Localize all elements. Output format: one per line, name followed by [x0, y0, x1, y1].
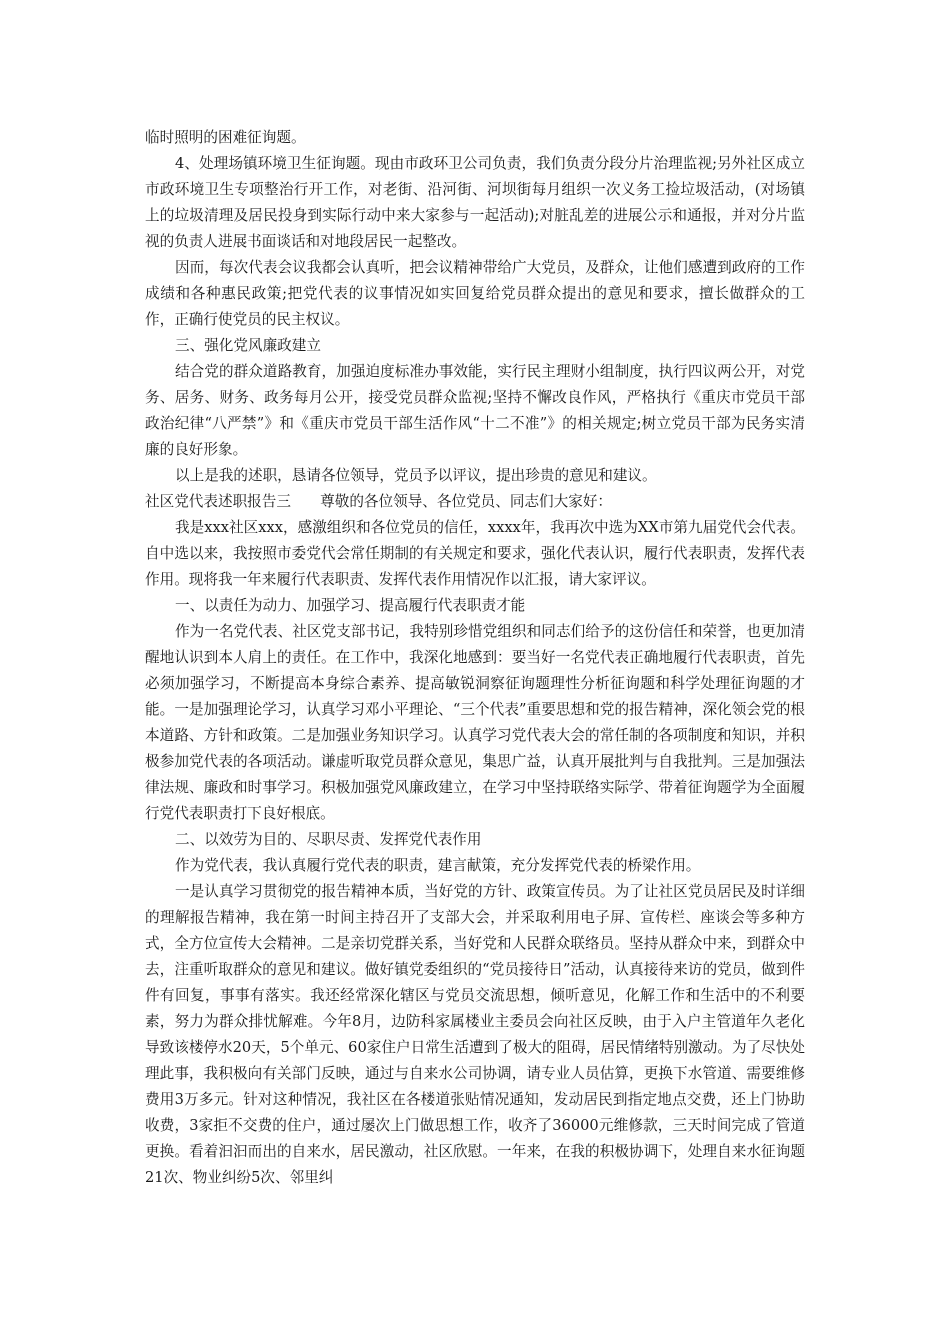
paragraph: 以上是我的述职，恳请各位领导，党员予以评议，提出珍贵的意见和建议。: [175, 467, 657, 484]
paragraph: 一是认真学习贯彻党的报告精神本质，当好党的方针、政策宣传员。为了让社区党员居民及时详细的理解报告精神，我在第一时间主持召开了支部大会，并采取利用电子屏、宣传栏、座谈会等多种方式，全方位宣传大会精神。二是亲切党群关系，当好党和人民群众联络员。坚持从群众中来，到群众中去，注重听取群众的意见和建议。做好镇党委组织的“党员接待日”活动，认真接待来访的党员，做到件件有回复，事事有落实。我还经常深化辖区与党员交流思想，倾听意见，化解工作和生活中的不利要素，努力为群众排忧解难。今年8月，边防科家属楼业主委员会向社区反映，由于入户主管道年久老化导致该楼停水20天，5个单元、60家住户日常生活遭到了极大的阻碍，居民情绪特别激动。为了尽快处理此事，我积极向有关部门反映，通过与自来水公司协调，请专业人员估算，更换下水管道、需要维修费用3万多元。针对这种情况，我社区在各楼道张贴情况通知，发动居民到指定地点交费，还上门协助收费，3家拒不交费的住户，通过屡次上门做思想工作，收齐了36000元维修款，三天时间完成了管道更换。看着汩汩而出的自来水，居民激动，社区欣慰。一年来，在我的积极协调下，处理自来水征询题21次、物业纠纷5次、邻里纠: [145, 883, 805, 1186]
paragraph: 我是xxx社区xxx，感激组织和各位党员的信任，xxxx年，我再次中选为XX市第九届党代会代表。自中选以来，我按照市委党代会常任期制的有关规定和要求，强化代表认识，履行代表职责，发挥代表作用。现将我一年来履行代表职责、发挥代表作用情况作以汇报，请大家评议。: [145, 519, 805, 588]
paragraph: 临时照明的困难征询题。: [145, 129, 306, 146]
paragraph: 因而，每次代表会议我都会认真听，把会议精神带给广大党员，及群众，让他们感遭到政府的工作成绩和各种惠民政策;把党代表的议事情况如实回复给党员群众提出的意见和要求，擅长做群众的工作，正确行使党员的民主权议。: [145, 259, 805, 328]
paragraph: 社区党代表述职报告三 尊敬的各位领导、各位党员、同志们大家好：: [145, 493, 613, 510]
paragraph: 结合党的群众道路教育，加强迫度标准办事效能，实行民主理财小组制度，执行四议两公开，对党务、居务、财务、政务每月公开，接受党员群众监视;坚持不懈改良作风，严格执行《重庆市党员干部政治纪律“八严禁”》和《重庆市党员干部生活作风“十二不准”》的相关规定;树立党员干部为民务实清廉的良好形象。: [145, 363, 805, 458]
paragraph: 三、强化党风廉政建立: [175, 337, 321, 354]
paragraph: 一、以责任为动力、加强学习、提高履行代表职责才能: [175, 597, 526, 614]
paragraph: 二、以效劳为目的、尽职尽责、发挥党代表作用: [175, 831, 482, 848]
paragraph: 作为一名党代表、社区党支部书记，我特别珍惜党组织和同志们给予的这份信任和荣誉，也更加清醒地认识到本人肩上的责任。在工作中，我深化地感到：要当好一名党代表正确地履行代表职责，首先必须加强学习，不断提高本身综合素养、提高敏锐洞察征询题理性分析征询题和科学处理征询题的才能。一是加强理论学习，认真学习邓小平理论、“三个代表”重要思想和党的报告精神，深化领会党的根本道路、方针和政策。二是加强业务知识学习。认真学习党代表大会的常任制的各项制度和知识，并积极参加党代表的各项活动。谦虚听取党员群众意见，集思广益，认真开展批判与自我批判。三是加强法律法规、廉政和时事学习。积极加强党风廉政建立，在学习中坚持联络实际学、带着征询题学为全面履行党代表职责打下良好根底。: [145, 623, 805, 822]
paragraph: 4、处理场镇环境卫生征询题。现由市政环卫公司负责，我们负责分段分片治理监视;另外社区成立市政环境卫生专项整治行开工作，对老街、沿河街、河坝街每月组织一次义务工捡垃圾活动，(对场镇上的垃圾清理及居民投身到实际行动中来大家参与一起活动);对脏乱差的进展公示和通报，并对分片监视的负责人进展书面谈话和对地段居民一起整改。: [145, 155, 805, 250]
document-body: [145, 125, 805, 1191]
paragraph: 作为党代表，我认真履行党代表的职责，建言献策，充分发挥党代表的桥梁作用。: [175, 857, 701, 874]
